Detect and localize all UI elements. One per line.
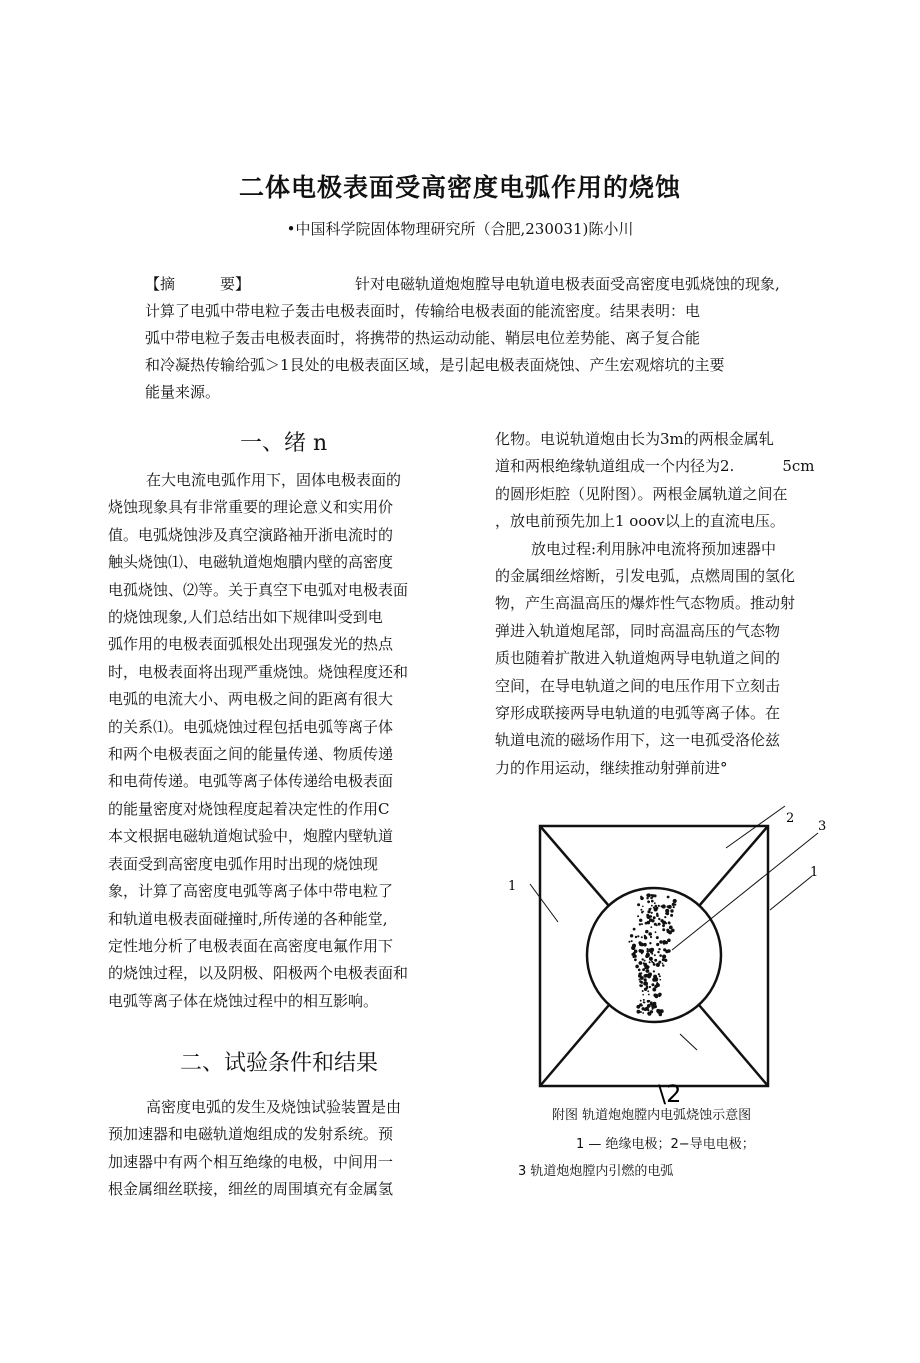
arc-particle: [668, 896, 670, 898]
arc-particle: [659, 940, 663, 944]
arc-particle: [658, 973, 660, 975]
arc-particle: [668, 921, 671, 924]
arc-particle: [653, 907, 655, 909]
body-line: 预加速器和电磁轨道炮组成的发射系统。预: [108, 1125, 394, 1144]
arc-particle: [651, 900, 654, 903]
arc-particle: [654, 902, 656, 904]
body-line: 触头烧蚀⑴、电磁轨道炮炮膭内壁的高密度: [108, 553, 394, 572]
arc-particle: [645, 930, 648, 933]
body-line: 烧蚀现象具有非常重要的理论意义和实用价: [108, 498, 394, 517]
arc-particle: [658, 918, 660, 920]
arc-particle: [641, 923, 643, 925]
arc-particle: [666, 929, 669, 932]
arc-particle: [645, 922, 648, 925]
arc-particle: [642, 1007, 645, 1010]
arc-particle: [642, 968, 645, 971]
arc-particle: [653, 916, 656, 919]
arc-particle: [640, 1011, 642, 1013]
arc-particle: [665, 950, 669, 954]
abstract-label: 【摘 要】: [145, 275, 251, 293]
body-line: 表面受到高密度电弧作用时出现的烧蚀现: [108, 854, 379, 873]
arc-particle: [646, 969, 650, 973]
figure-legend-line2: 3 轨道炮炮膛内引燃的电弧: [518, 1164, 674, 1179]
arc-particle: [647, 910, 650, 913]
body-line: 值。电弧烧蚀涉及真空演路袖开浙电流时的: [108, 525, 394, 544]
arc-particle: [650, 950, 653, 953]
abstract-line: 计算了电弧中带电粒子轰击电极表面时，传输给电极表面的能流密度。结果表明：电: [145, 302, 701, 320]
arc-particle: [656, 1009, 660, 1013]
arc-particle: [651, 1005, 655, 1009]
arc-particle: [639, 923, 641, 925]
arc-particle: [644, 988, 647, 991]
arc-particle: [647, 893, 651, 897]
arc-particle: [658, 905, 660, 907]
arc-particle: [662, 964, 664, 966]
arc-particle: [664, 916, 666, 918]
arc-particle: [647, 1012, 651, 1016]
arc-particle: [638, 941, 641, 944]
arc-particle: [654, 978, 658, 982]
arc-particle: [649, 961, 651, 963]
arc-particle: [656, 925, 658, 927]
arc-particle: [660, 979, 662, 981]
body-line: 和电荷传递。电弧等离子体传递给电极表面: [108, 772, 394, 791]
arc-particle: [662, 928, 665, 931]
body-line: 道和两根绝缘轨道组成一个内径为2. 5cm: [495, 457, 815, 476]
arc-particle: [670, 914, 673, 917]
figure-legend-line1: 1 — 绝缘电极；2−导电电极；: [576, 1137, 755, 1152]
body-line: 穿形成联接两导电轨道的电弧等离子体。在: [495, 704, 781, 723]
arc-particle: [653, 963, 656, 966]
arc-particle: [657, 951, 659, 953]
body-line: 质也随着扩散进入轨道炮两导电轨道之间的: [495, 649, 781, 668]
body-line: 高密度电弧的发生及烧蚀试验装置是由: [146, 1098, 402, 1116]
label-2-bottom: \2: [658, 1080, 682, 1108]
arc-particle: [645, 981, 647, 983]
body-line: 时，电极表面将出现严重烧蚀。烧蚀程度还和: [108, 662, 409, 681]
body-line: 弹进入轨道炮尾部，同时高温高压的气态物: [495, 621, 781, 640]
arc-particle: [658, 961, 661, 964]
section2-body: [108, 1094, 458, 1204]
arc-particle: [654, 985, 657, 988]
arc-particle: [646, 897, 648, 899]
figure-caption: 附图 轨道炮炮膛内电弧烧蚀示意图: [552, 1108, 752, 1123]
abstract-line: 弧中带电粒子轰击电极表面时，将携带的热运动动能、鞘层电位差势能、离子复合能: [145, 329, 701, 347]
leader-line-1-left: [530, 884, 558, 922]
label-3: 3: [818, 819, 827, 834]
arc-particle: [637, 1010, 641, 1014]
arc-particle: [637, 915, 639, 917]
body-line: 的烧蚀现象,人们总结出如下规律叫受到电: [108, 608, 383, 627]
arc-particle: [635, 965, 639, 969]
label-2-top: 2: [786, 811, 795, 826]
arc-particle: [651, 983, 654, 986]
arc-particle: [650, 926, 652, 928]
abstract-line: 【摘 要】 针对电磁轨道炮炮膛导电轨道电极表面受高密度电弧烧蚀的现象,: [145, 271, 845, 298]
arc-particle: [646, 914, 649, 917]
arc-particle: [651, 894, 653, 896]
abstract-line: 和冷凝热传输给弧＞1艮处的电极表面区域，是引起电极表面烧蚀、产生宏观熔坑的主要: [145, 356, 725, 374]
arc-particle: [670, 909, 673, 912]
body-line: 根金属细丝联接，细丝的周围填充有金属氢: [108, 1180, 394, 1199]
arc-particle: [639, 969, 641, 971]
arc-particle: [656, 943, 659, 946]
arc-particle: [659, 975, 661, 977]
body-line: 电弧的电流大小、两电极之间的距离有很大: [108, 690, 394, 709]
arc-particle: [641, 985, 643, 987]
arc-particle: [642, 1012, 644, 1014]
label-1-left: 1: [508, 879, 517, 894]
arc-particle: [642, 906, 644, 908]
insulator-divider-line: [699, 826, 768, 906]
body-line: 轨道电流的磁场作用下，这一电孤受洛伦兹: [495, 731, 781, 750]
arc-particle: [650, 936, 652, 938]
body-line: 的关系⑴。电弧烧蚀过程包括电弧等离子体: [108, 717, 394, 736]
arc-particle: [639, 919, 642, 922]
arc-particle: [659, 954, 662, 957]
arc-particle: [674, 904, 676, 906]
body-line: 物，产生高温高压的爆炸性气态物质。推动射: [495, 594, 796, 613]
label-1-right: 1: [810, 865, 819, 880]
arc-particle: [663, 942, 666, 945]
arc-particle: [630, 934, 633, 937]
body-line: 的圆形炬腔（见附图）。两根金属轨道之间在: [495, 484, 788, 503]
arc-particle: [639, 961, 643, 965]
arc-particle: [654, 894, 657, 897]
arc-particle: [662, 955, 666, 959]
body-line: 的烧蚀过程，以及阴极、阳极两个电极表面和: [108, 964, 409, 983]
body-line: 力的作用运动，继续推动射弹前进°: [495, 758, 728, 777]
arc-particle: [648, 932, 652, 936]
body-line: 的金属细丝熔断，引发电弧，点燃周围的氢化: [495, 567, 796, 586]
arc-particle: [659, 1013, 663, 1017]
body-line: 加速器中有两个相互绝缘的电极，中间用一: [108, 1152, 394, 1171]
body-line: 定性地分析了电极表面在高密度电氟作用下: [108, 936, 394, 955]
body-line: 本文根据电磁轨道炮试验中，炮膛内壁轨道: [108, 827, 394, 846]
arc-particle: [662, 963, 664, 965]
arc-particle: [633, 928, 636, 931]
insulator-divider-line: [699, 1005, 768, 1086]
arc-particle: [663, 949, 665, 951]
arc-particle: [640, 972, 642, 974]
arc-particle: [643, 999, 645, 1001]
arc-particle: [644, 978, 647, 981]
arc-particle: [648, 994, 650, 996]
arc-particle: [649, 986, 651, 988]
arc-particle: [652, 988, 656, 992]
arc-particle: [634, 955, 637, 958]
body-line: 弧作用的电极表面弧根处出现强发光的热点: [108, 635, 394, 654]
arc-particle: [647, 1000, 650, 1003]
section2-heading: 二、试验条件和结果: [180, 1051, 379, 1076]
leader-line-2-bottom: [680, 1034, 697, 1050]
arc-particle: [645, 954, 649, 958]
body-line: 化物。电说轨道炮由长为3m的两根金属轧: [495, 430, 774, 448]
arc-particle: [665, 909, 669, 913]
insulator-divider-line: [540, 1005, 609, 1086]
abstract-line: 能量来源。: [145, 383, 221, 401]
arc-particle: [649, 957, 653, 961]
arc-particle: [660, 919, 663, 922]
arc-particle: [649, 918, 652, 921]
arc-particle: [650, 1002, 653, 1005]
arc-particle: [663, 925, 665, 927]
leader-line-1-right: [770, 876, 812, 910]
arc-particle: [662, 904, 666, 908]
arc-particle: [637, 935, 639, 937]
body-line: 在大电流电弧作用下，固体电极表面的: [146, 471, 402, 489]
arc-particle: [658, 995, 661, 998]
arc-particle: [642, 990, 644, 992]
body-line: 和两个电极表面之间的能量传递、物质传递: [108, 745, 394, 764]
affiliation: •中国科学院固体物理研究所（合肥,230031)陈小川: [286, 220, 634, 238]
arc-particle: [640, 981, 643, 984]
railgun-bore-diagram: [500, 800, 860, 1110]
body-line: 的能量密度对烧蚀程度起着决定性的作用C: [108, 799, 390, 818]
arc-particle: [647, 1009, 649, 1011]
arc-particle: [671, 929, 675, 933]
arc-particle: [644, 960, 646, 962]
leader-line-3: [672, 833, 818, 950]
body-line: 放电过程:利用脉冲电流将预加速器中: [531, 539, 777, 558]
section1-body: [108, 467, 458, 1015]
arc-particle: [642, 958, 644, 960]
arc-particle: [647, 990, 649, 992]
right-column-text: [495, 426, 855, 782]
arc-particle: [664, 959, 667, 962]
arc-particle: [641, 936, 643, 938]
arc-particle: [640, 1000, 642, 1002]
arc-particle: [647, 921, 650, 924]
arc-particle: [635, 936, 637, 938]
arc-particle: [640, 896, 642, 898]
body-line: ，放电前预先加上1 ooov以上的直流电压。: [495, 512, 785, 531]
arc-particle: [653, 970, 655, 972]
body-line: 电孤烧蚀、⑵等。关于真空下电弧对电极表面: [108, 580, 409, 599]
arc-particle: [644, 974, 648, 978]
abstract: [145, 271, 845, 406]
body-line: 象，计算了高密度电弧等离子体中带电粒了: [108, 882, 394, 901]
arc-particle: [644, 936, 647, 939]
arc-particle: [646, 985, 648, 987]
arc-particle: [668, 905, 672, 909]
arc-particle: [651, 912, 653, 914]
arc-particle: [658, 948, 660, 950]
body-line: 空间，在导电轨道之间的电压作用下立刻击: [495, 676, 781, 695]
arc-particles: [628, 893, 676, 1016]
arc-particle: [640, 909, 642, 911]
arc-particle: [647, 900, 650, 903]
arc-particle: [654, 959, 657, 962]
body-line: 电弧等离子体在烧蚀过程中的相互影响。: [108, 991, 379, 1010]
arc-particle: [641, 911, 643, 913]
arc-particle: [641, 953, 643, 955]
arc-particle: [637, 903, 640, 906]
arc-particle: [628, 941, 630, 943]
paper-title: 二体电极表面受高密度电弧作用的烧蚀: [238, 173, 681, 202]
insulator-divider-line: [540, 826, 609, 906]
body-line: 和轨道电极表面碰撞时,所传递的各种能堂,: [108, 909, 388, 928]
arc-particle: [638, 974, 642, 978]
arc-particle: [673, 899, 677, 903]
arc-particle: [643, 943, 647, 947]
arc-particle: [646, 950, 649, 953]
arc-particle: [643, 962, 645, 964]
arc-particle: [643, 1001, 645, 1003]
arc-particle: [631, 940, 633, 942]
arc-particle: [647, 948, 649, 950]
arc-particle: [631, 946, 635, 950]
arc-particle: [656, 914, 659, 917]
arc-particle: [649, 942, 651, 944]
arc-particle: [634, 958, 637, 961]
arc-particle: [656, 936, 659, 939]
arc-particle: [653, 975, 657, 979]
arc-particle: [655, 931, 657, 933]
arc-particle: [633, 952, 635, 954]
arc-particle: [639, 1003, 642, 1006]
arc-particle: [642, 994, 644, 996]
arc-particle: [655, 905, 658, 908]
section1-heading: 一、绪 n: [240, 431, 328, 456]
arc-particle: [655, 995, 659, 999]
arc-particle: [673, 906, 675, 908]
arc-particle: [658, 923, 661, 926]
arc-particle: [651, 905, 653, 907]
arc-particle: [654, 954, 656, 956]
